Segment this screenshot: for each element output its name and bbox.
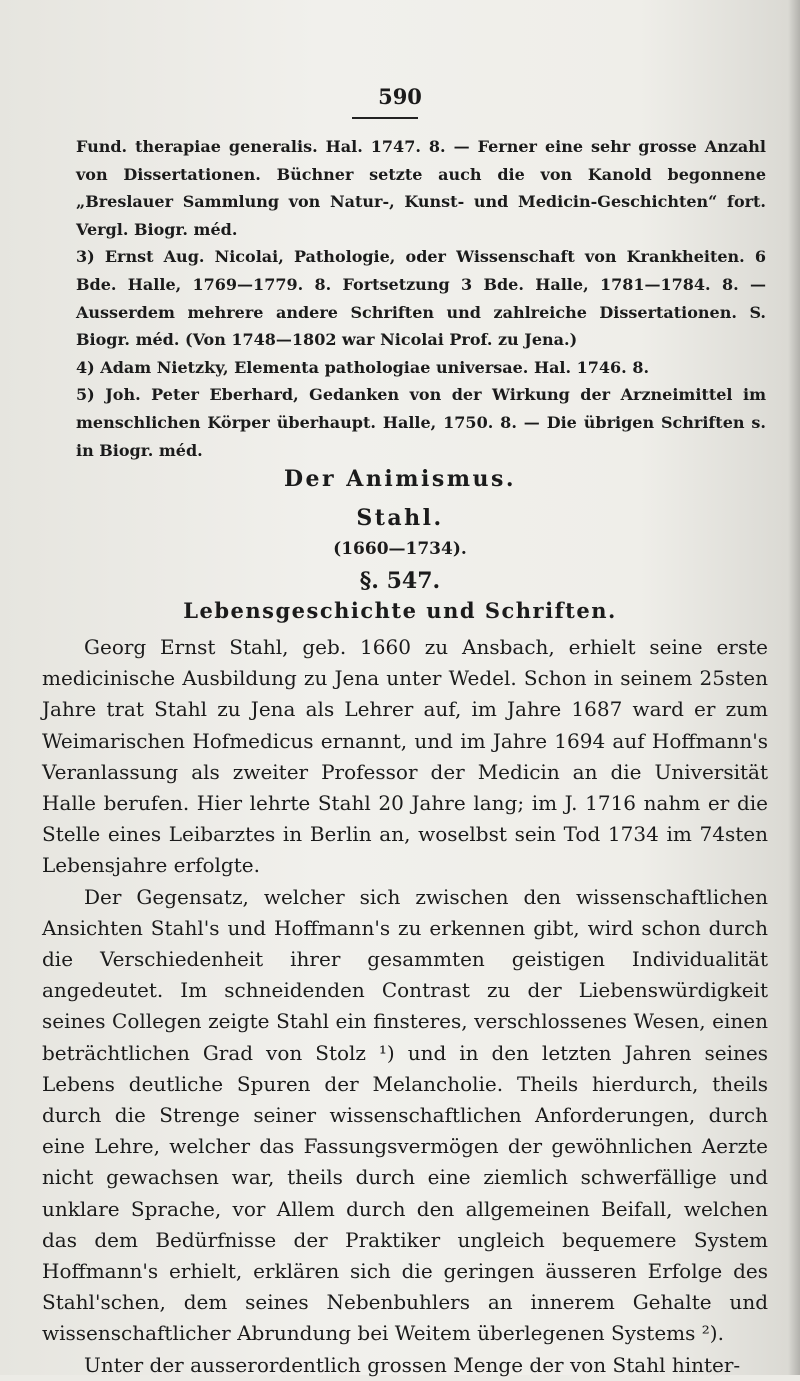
body-paragraph: Der Gegensatz, welcher sich zwischen den wissenschaftlichen Ansichten Stahl's und Hoffmann's zu erkennen gibt, wird schon durch die Verschiedenheit ihrer gesammten geistigen Individualität angedeutet. Im schneidenden Contrast zu der Liebenswürdigkeit seines Collegen zeigte Stahl ein finsteres, verschlossenes Wesen, einen beträchtlichen Grad von Stolz ¹) und in den letzten Jahren seines Lebens deutliche Spuren der Melancholie. Theils hierdurch, theils durch die Strenge seiner wissenschaftlichen Anforderungen, durch eine Lehre, welcher das Fassungsvermögen der gewöhnlichen Aerzte nicht gewachsen war, theils durch eine ziemlich schwerfällige und unklare Sprache, vor Allem durch den allgemeinen Beifall, welchen das dem Bedürfnisse der Praktiker ungleich bequemere System Hoffmann's erhielt, erklären sich die geringen äusseren Erfolge des Stahl'schen, dem seines Nebenbuhlers an innerem Gehalte und wissenschaftlicher Abrundung bei Weitem überlegenen Systems ²).	[42, 884, 768, 1346]
footnote-5: 5) Joh. Peter Eberhard, Gedanken von der Wirkung der Arzneimittel im menschlichen Körper überhaupt. Halle, 1750. 8. — Die übrigen Schriften s. in Biogr. méd.	[76, 385, 766, 460]
page-number-rule	[352, 117, 418, 119]
section-heading: Der Animismus.	[283, 466, 517, 492]
footnote-3: 3) Ernst Aug. Nicolai, Pathologie, oder Wissenschaft von Krankheiten. 6 Bde. Halle, 1769—1779. 8. Fortsetzung 3 Bde. Halle, 1781—1784. 8. — Ausserdem mehrere andere Schriften und zahlreiche Dissertationen. S. Biogr. méd. (Von 1748—1802 war Nicolai Prof. zu Jena.)	[76, 247, 766, 350]
footnote-4: 4) Adam Nietzky, Elementa pathologiae universae. Hal. 1746. 8.	[76, 357, 650, 377]
paragraph-number: §. 547.	[359, 568, 441, 594]
subsection-heading: Lebensgeschichte und Schriften.	[183, 598, 617, 623]
life-dates: (1660—1734).	[333, 539, 467, 559]
page-number: 590	[378, 84, 422, 109]
page-edge-shadow	[788, 0, 800, 1375]
footnotes	[76, 133, 766, 464]
main-text	[42, 632, 768, 1381]
person-heading: Stahl.	[356, 505, 444, 531]
body-paragraph: Georg Ernst Stahl, geb. 1660 zu Ansbach, erhielt seine erste medicinische Ausbildung zu Jena unter Wedel. Schon in seinem 25sten Jahre trat Stahl zu Jena als Lehrer auf, im Jahre 1687 ward er zum Weimarischen Hofmedicus ernannt, und im Jahre 1694 auf Hoffmann's Veranlassung als zweiter Professor der Medicin an die Universität Halle berufen. Hier lehrte Stahl 20 Jahre lang; im J. 1716 nahm er die Stelle eines Leibarztes in Berlin an, woselbst sein Tod 1734 im 74sten Lebensjahre erfolgte.	[42, 635, 768, 878]
body-paragraph: Unter der ausserordentlich grossen Menge der von Stahl hinter-	[84, 1352, 741, 1377]
footnote-continuation: Fund. therapiae generalis. Hal. 1747. 8. — Ferner eine sehr grosse Anzahl von Dissertationen. Büchner setzte auch die von Kanold begonnene „Breslauer Sammlung von Natur-, Kunst- und Medicin-Geschichten“ fort. Vergl. Biogr. méd.	[76, 137, 766, 239]
